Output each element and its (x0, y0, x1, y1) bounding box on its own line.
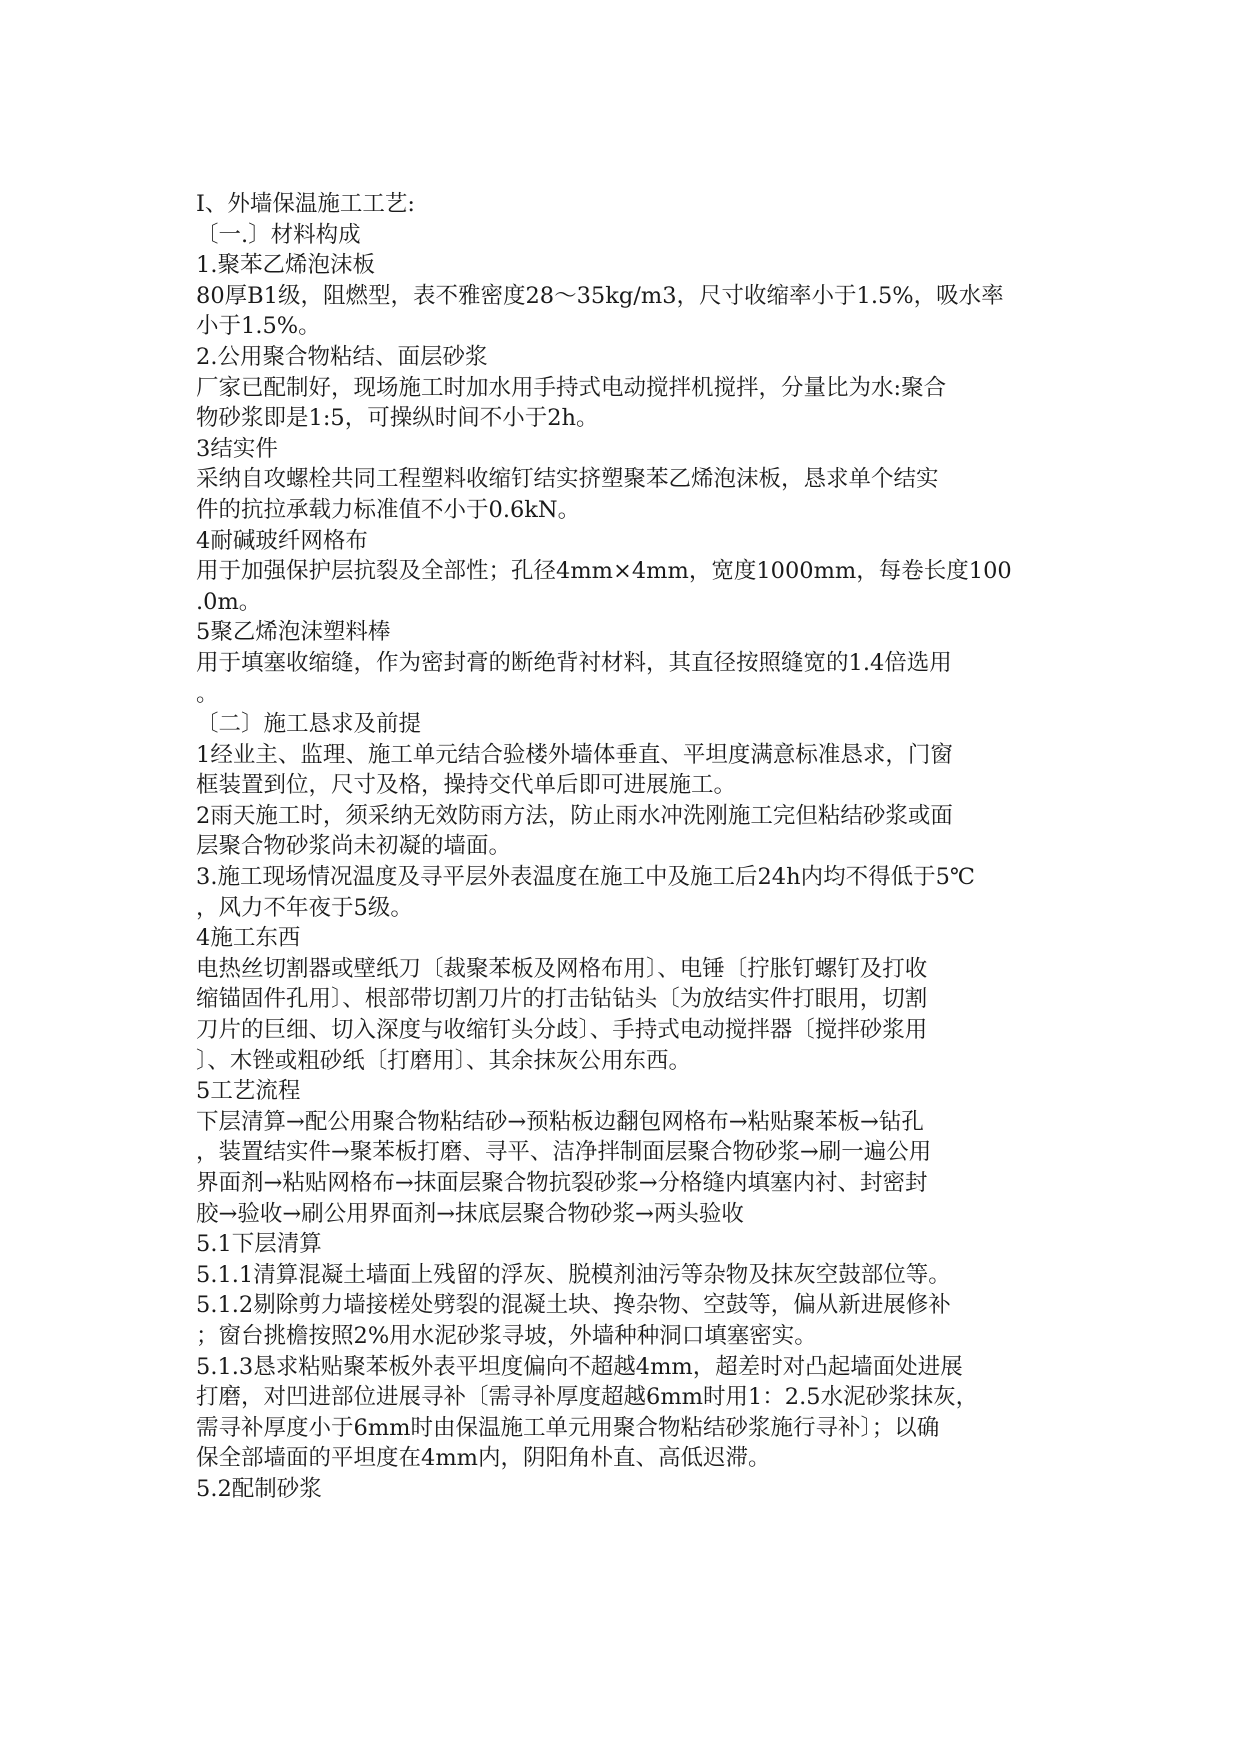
item-heading: 5.2配制砂浆 (196, 1475, 322, 1502)
body-line: 框装置到位，尺寸及格，操持交代单后即可进展施工。 (196, 772, 737, 799)
body-line: 缩锚固件孔用〕、根部带切割刀片的打击钻钻头〔为放结实件打眼用，切割 (196, 986, 928, 1013)
body-line: .0m。 (196, 588, 262, 615)
body-line: 小于1.5%。 (196, 313, 321, 340)
body-line: 80厚B1级，阻燃型，表不雅密度28～35kg/m3，尺寸收缩率小于1.5%，吸水率 (196, 282, 1004, 309)
item-heading: 5聚乙烯泡沫塑料棒 (196, 619, 391, 646)
item-heading: 4施工东西 (196, 925, 301, 952)
body-line: 下层清算→配公用聚合物粘结砂→预粘板边翻包网格布→粘贴聚苯板→钻孔 (196, 1108, 924, 1135)
body-line: 5.1.2剔除剪力墙接槎处劈裂的混凝土块、搀杂物、空鼓等，偏从新进展修补 (196, 1292, 951, 1319)
subsection-heading: 〔一.〕材料构成 (196, 221, 361, 248)
body-line: 电热丝切割器或壁纸刀〔裁聚苯板及网格布用〕、电锤〔拧胀钉螺钉及打收 (196, 955, 928, 982)
subsection-heading: 〔二〕施工恳求及前提 (196, 711, 422, 738)
body-line: 厂家已配制好，现场施工时加水用手持式电动搅拌机搅拌，分量比为水:聚合 (196, 374, 947, 401)
body-line: 1经业主、监理、施工单元结合验楼外墙体垂直、平坦度满意标准恳求，门窗 (196, 741, 953, 768)
body-line: ，风力不年夜于5级。 (196, 894, 413, 921)
item-heading: 3结实件 (196, 435, 278, 462)
body-line: 界面剂→粘贴网格布→抹面层聚合物抗裂砂浆→分格缝内填塞内衬、封密封 (196, 1170, 928, 1196)
body-line: 采纳自攻螺栓共同工程塑料收缩钉结实挤塑聚苯乙烯泡沫板，恳求单个结实 (196, 466, 939, 493)
body-line: 需寻补厚度小于6mm时由保温施工单元用聚合物粘结砂浆施行寻补〕；以确 (196, 1414, 940, 1441)
body-line: 打磨，对凹进部位进展寻补〔需寻补厚度超越6mm时用1：2.5水泥砂浆抹灰， (196, 1384, 979, 1411)
body-line: 保全部墙面的平坦度在4mm内，阴阳角朴直、高低迟滞。 (196, 1445, 771, 1472)
body-line: 用于填塞收缩缝，作为密封膏的断绝背衬材料，其直径按照缝宽的1.4倍选用 (196, 649, 952, 676)
item-heading: 1.聚苯乙烯泡沫板 (196, 252, 375, 279)
item-heading: 2.公用聚合物粘结、面层砂浆 (196, 343, 488, 370)
body-line: 物砂浆即是1:5，可操纵时间不小于2h。 (196, 405, 599, 432)
body-line: ，装置结实件→聚苯板打磨、寻平、洁净拌制面层聚合物砂浆→刷一遍公用 (196, 1139, 932, 1166)
body-line: 2雨天施工时，须采纳无效防雨方法，防止雨水冲洗刚施工完但粘结砂浆或面 (196, 802, 953, 829)
body-line: 5.1.3恳求粘贴聚苯板外表平坦度偏向不超越4mm，超差时对凸起墙面处进展 (196, 1353, 963, 1380)
body-line: 件的抗拉承载力标准值不小于0.6kN。 (196, 496, 581, 523)
section-heading: Ⅰ、外墙保温施工工艺: (196, 191, 415, 217)
body-line: 〕、木锉或粗砂纸〔打磨用〕、其余抹灰公用东西。 (196, 1047, 692, 1074)
body-line: 刀片的巨细、切入深度与收缩钉头分歧〕、手持式电动搅拌器〔搅拌砂浆用 (196, 1017, 928, 1044)
body-line: 胶→验收→刷公用界面剂→抹底层聚合物砂浆→两头验收 (196, 1200, 744, 1227)
body-line: 用于加强保护层抗裂及全部性；孔径4mm×4mm，宽度1000mm，每卷长度100 (196, 558, 1012, 585)
document-body (196, 189, 1046, 1505)
item-heading: 5.1下层清算 (196, 1231, 322, 1258)
body-line: 5.1.1清算混凝土墙面上残留的浮灰、脱模剂油污等杂物及抹灰空鼓部位等。 (196, 1261, 951, 1288)
item-heading: 5工艺流程 (196, 1078, 301, 1105)
item-heading: 4耐碱玻纤网格布 (196, 527, 368, 554)
body-line: 。 (196, 680, 219, 707)
body-line: 层聚合物砂浆尚未初凝的墙面。 (196, 833, 512, 860)
body-line: ；窗台挑檐按照2%用水泥砂浆寻坡，外墙种种洞口填塞密实。 (196, 1322, 817, 1349)
body-line: 3.施工现场情况温度及寻平层外表温度在施工中及施工后24h内均不得低于5℃ (196, 864, 976, 891)
